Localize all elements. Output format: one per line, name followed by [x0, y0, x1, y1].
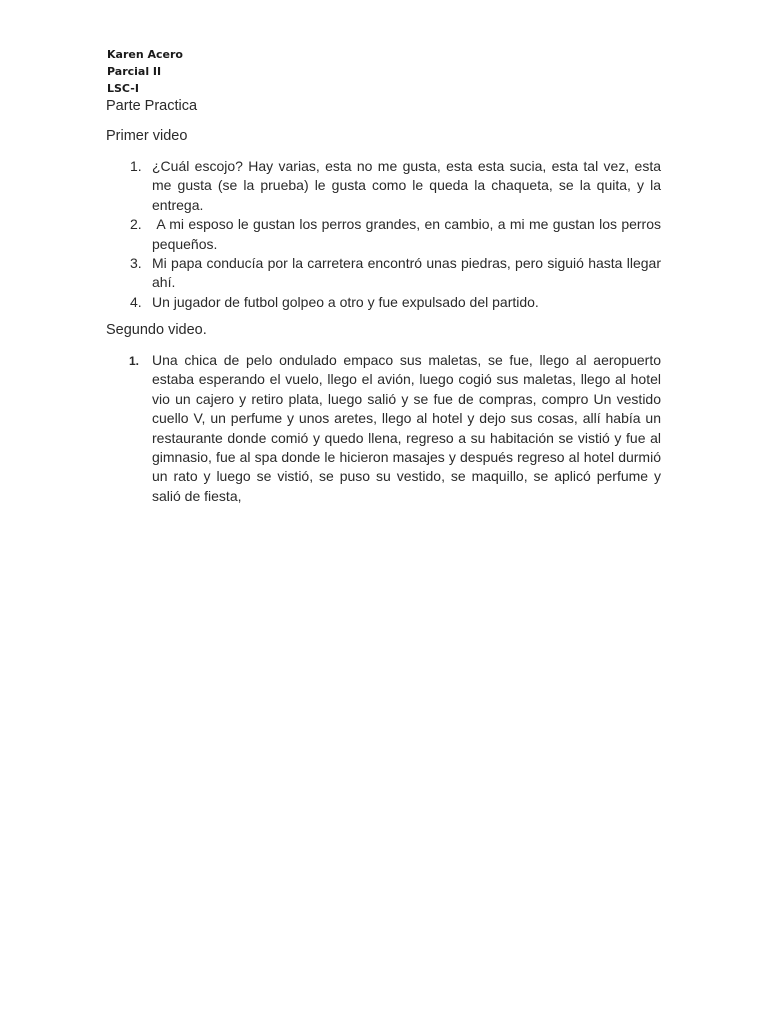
- list-item-number: 3.: [130, 255, 142, 272]
- section-title-primer-video: Primer video: [106, 128, 188, 144]
- list-item-number: 2.: [130, 216, 142, 233]
- segundo-video-list: [127, 351, 661, 506]
- list-item: [127, 293, 661, 312]
- list-item-number: 1.: [130, 158, 142, 174]
- course-code: LSC-I: [107, 82, 139, 95]
- list-item: [127, 351, 661, 506]
- list-item-text: Un jugador de futbol golpeo a otro y fue expulsado del partido.: [152, 293, 539, 310]
- list-item: [127, 254, 661, 293]
- list-item-number: 1.: [129, 354, 140, 368]
- exam-name: Parcial II: [107, 65, 162, 78]
- list-item-text: Mi papa conducía por la carretera encontró unas piedras, pero siguió hasta llegar ahí.: [152, 255, 661, 291]
- list-item-text: A mi esposo le gustan los perros grandes, en cambio, a mi me gustan los perros pequeños.: [152, 216, 665, 252]
- list-item-number: 4.: [130, 293, 142, 310]
- section-title-parte-practica: Parte Practica: [106, 98, 198, 114]
- list-item-text: Una chica de pelo ondulado empaco sus maletas, se fue, llego al aeropuerto estaba esperando el vuelo, llego el avión, luego cogió sus maletas, llego al hotel vio un cajero y retiro plata, luego salió y se fue de compras, compro Un vestido cuello V, un perfume y unos aretes, llego al hotel y dejo sus cosas, allí había un restaurante donde comió y quedo llena, regreso a su habitación se vistió y fue al gimnasio, fue al spa donde le hicieron masajes y después regreso al hotel durmió un rato y luego se vistió, se puso su vestido, se maquillo, se aplicó perfume y salió de fiesta,: [152, 352, 661, 504]
- list-item: [127, 215, 665, 254]
- primer-video-list: [127, 157, 665, 312]
- author-name: Karen Acero: [107, 48, 183, 61]
- document-header: [107, 46, 183, 97]
- list-item-text: ¿Cuál escojo? Hay varias, esta no me gusta, esta esta sucia, esta tal vez, esta me gusta (se la prueba) le gusta como le queda la chaqueta, se la quita, y la entrega.: [152, 158, 661, 213]
- list-item: [127, 157, 661, 215]
- section-title-segundo-video: Segundo video.: [106, 322, 207, 338]
